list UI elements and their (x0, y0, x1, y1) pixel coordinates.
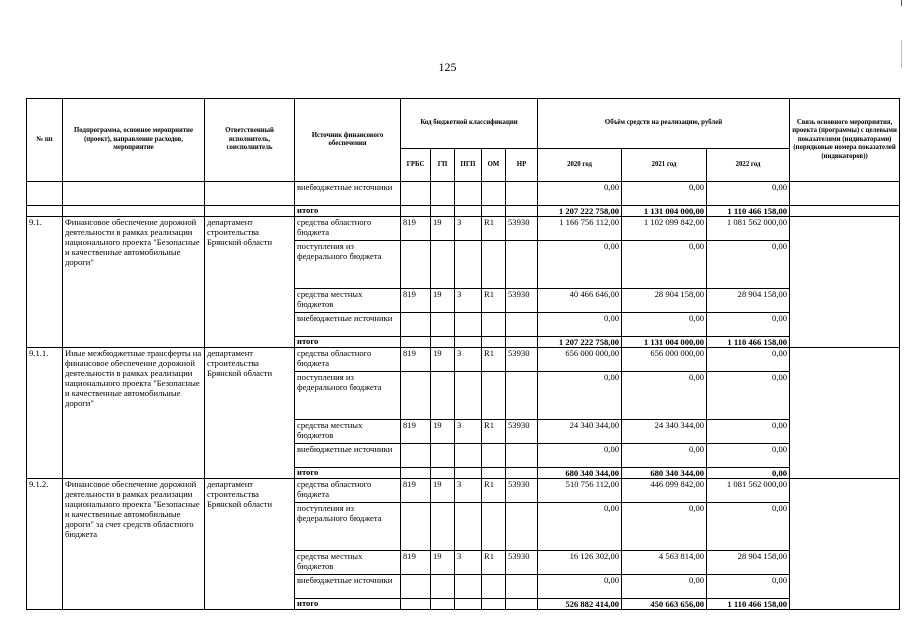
code-om (482, 241, 506, 289)
header-source: Источник финансового обеспечения (295, 99, 401, 182)
header-program: Подпрограмма, основное мероприятие (проект), направление расходов, мероприятие (63, 99, 205, 182)
amount-2021: 1 102 099 842,00 (622, 217, 707, 241)
amount-2021: 446 099 842,00 (622, 479, 707, 503)
amount-2020: 680 340 344,00 (538, 468, 622, 479)
amount-2020: 1 207 222 758,00 (538, 206, 622, 217)
code-grbs (401, 444, 431, 468)
code-nr: 53930 (506, 348, 538, 372)
code-gp: 19 (431, 551, 455, 575)
amount-2021: 0,00 (622, 313, 707, 337)
amount-2021: 28 904 158,00 (622, 289, 707, 313)
code-grbs: 819 (401, 551, 431, 575)
code-gp (431, 241, 455, 289)
source-cell: итого (295, 599, 401, 610)
header-om: ОМ (482, 149, 506, 182)
code-grbs (401, 241, 431, 289)
amount-2021: 0,00 (622, 182, 707, 206)
source-cell: поступления из федерального бюджета (295, 241, 401, 289)
amount-2021: 0,00 (622, 372, 707, 420)
code-grbs (401, 372, 431, 420)
amount-2020: 16 126 302,00 (538, 551, 622, 575)
source-cell: внебюджетные источники (295, 444, 401, 468)
code-om: R1 (482, 217, 506, 241)
amount-2021: 656 000 000,00 (622, 348, 707, 372)
header-responsible: Ответственный исполнитель, соисполнитель (205, 99, 295, 182)
code-nr (506, 241, 538, 289)
amount-2020: 1 166 756 112,00 (538, 217, 622, 241)
amount-2021: 0,00 (622, 503, 707, 551)
amount-2022: 1 110 466 158,00 (707, 337, 790, 348)
code-nr (506, 575, 538, 599)
amount-2021: 1 131 004 000,00 (622, 337, 707, 348)
source-cell: внебюджетные источники (295, 313, 401, 337)
code-gp: 19 (431, 348, 455, 372)
header-code-group: Код бюджетной классификации (401, 99, 538, 149)
amount-2022: 0,00 (707, 444, 790, 468)
code-nr: 53930 (506, 420, 538, 444)
code-om (482, 575, 506, 599)
code-pgp (455, 575, 482, 599)
code-nr: 53930 (506, 217, 538, 241)
source-cell: внебюджетные источники (295, 182, 401, 206)
source-cell: средства областного бюджета (295, 479, 401, 503)
source-cell: итого (295, 337, 401, 348)
code-gp: 19 (431, 479, 455, 503)
amount-2020: 1 207 222 758,00 (538, 337, 622, 348)
code-pgp (455, 503, 482, 551)
header-2022: 2022 год (707, 149, 790, 182)
header-gp: ГП (431, 149, 455, 182)
amount-2022: 1 081 562 000,00 (707, 217, 790, 241)
code-grbs: 819 (401, 479, 431, 503)
code-grbs (401, 313, 431, 337)
header-nr: НР (506, 149, 538, 182)
source-cell: средства областного бюджета (295, 348, 401, 372)
amount-2020: 510 756 112,00 (538, 479, 622, 503)
code-om: R1 (482, 289, 506, 313)
item-title: Иные межбюджетные трансферты на финансовое обеспечение дорожной деятельности в рамках реализации национального проекта "Безопасные и качественные автомобильные дороги" (63, 348, 205, 479)
code-gp (431, 313, 455, 337)
code-pgp (455, 372, 482, 420)
table-header (27, 99, 900, 182)
item-title: Финансовое обеспечение дорожной деятельности в рамках реализации национального проекта "Безопасные и качественные автомобильные дороги" (63, 217, 205, 348)
program-blocks (27, 217, 900, 610)
source-cell: средства областного бюджета (295, 217, 401, 241)
code-om: R1 (482, 348, 506, 372)
code-om (482, 372, 506, 420)
amount-2022: 0,00 (707, 182, 790, 206)
item-number: 9.1.2. (27, 479, 63, 610)
indicator-link-cell (790, 348, 900, 479)
code-gp (431, 575, 455, 599)
amount-2020: 0,00 (538, 313, 622, 337)
code-grbs: 819 (401, 348, 431, 372)
amount-2022: 1 110 466 158,00 (707, 599, 790, 610)
amount-2021: 0,00 (622, 241, 707, 289)
code-nr (506, 372, 538, 420)
header-amount-group: Объём средств на реализацию, рублей (538, 99, 790, 149)
table-row (27, 348, 900, 372)
code-om: R1 (482, 479, 506, 503)
code-om (482, 503, 506, 551)
source-cell: итого (295, 468, 401, 479)
code-gp (431, 444, 455, 468)
code-grbs: 819 (401, 289, 431, 313)
code-gp: 19 (431, 420, 455, 444)
amount-2021: 0,00 (622, 444, 707, 468)
amount-2022: 28 904 158,00 (707, 551, 790, 575)
header-2021: 2021 год (622, 149, 707, 182)
code-grbs (401, 575, 431, 599)
amount-2022: 1 110 466 158,00 (707, 206, 790, 217)
source-cell: средства местных бюджетов (295, 420, 401, 444)
code-nr: 53930 (506, 479, 538, 503)
code-pgp: 3 (455, 551, 482, 575)
scan-mark (901, 0, 902, 6)
amount-2022: 0,00 (707, 503, 790, 551)
code-om (482, 313, 506, 337)
indicator-link-cell (790, 479, 900, 610)
source-cell: поступления из федерального бюджета (295, 503, 401, 551)
amount-2020: 656 000 000,00 (538, 348, 622, 372)
code-nr: 53930 (506, 551, 538, 575)
code-pgp: 3 (455, 348, 482, 372)
item-number: 9.1.1. (27, 348, 63, 479)
code-pgp (455, 241, 482, 289)
code-grbs (401, 503, 431, 551)
amount-2022: 0,00 (707, 468, 790, 479)
code-nr (506, 444, 538, 468)
amount-2022: 0,00 (707, 348, 790, 372)
header-link: Связь основного мероприятия, проекта (программы) с целевыми показателями (индикаторами) (порядковые номера показателей (индикаторов)) (790, 99, 900, 182)
amount-2022: 28 904 158,00 (707, 289, 790, 313)
item-responsible: департамент строительства Брянской области (205, 217, 295, 348)
amount-2020: 526 882 414,00 (538, 599, 622, 610)
source-cell: внебюджетные источники (295, 575, 401, 599)
item-number: 9.1. (27, 217, 63, 348)
header-2020: 2020 год (538, 149, 622, 182)
code-nr (506, 503, 538, 551)
table-row (27, 182, 900, 206)
amount-2022: 0,00 (707, 372, 790, 420)
code-pgp (455, 444, 482, 468)
amount-2021: 4 563 814,00 (622, 551, 707, 575)
page-number: 125 (438, 60, 457, 74)
source-cell: средства местных бюджетов (295, 289, 401, 313)
code-nr: 53930 (506, 289, 538, 313)
item-title: Финансовое обеспечение дорожной деятельности в рамках реализации национального проекта "Безопасные и качественные автомобильные дороги" за счет средств областного бюджета (63, 479, 205, 610)
code-grbs: 819 (401, 217, 431, 241)
code-pgp (455, 313, 482, 337)
amount-2021: 24 340 344,00 (622, 420, 707, 444)
table-row (27, 479, 900, 503)
amount-2022: 0,00 (707, 575, 790, 599)
code-gp (431, 372, 455, 420)
header-no: № пп (27, 99, 63, 182)
amount-2022: 0,00 (707, 313, 790, 337)
scan-mark (901, 40, 902, 68)
amount-2021: 0,00 (622, 575, 707, 599)
code-gp: 19 (431, 289, 455, 313)
source-cell: поступления из федерального бюджета (295, 372, 401, 420)
amount-2020: 0,00 (538, 444, 622, 468)
amount-2020: 0,00 (538, 575, 622, 599)
amount-2022: 0,00 (707, 420, 790, 444)
code-om (482, 444, 506, 468)
indicator-link-cell (790, 217, 900, 348)
amount-2021: 1 131 004 000,00 (622, 206, 707, 217)
amount-2022: 1 081 562 000,00 (707, 479, 790, 503)
code-pgp: 3 (455, 289, 482, 313)
amount-2020: 0,00 (538, 182, 622, 206)
source-cell: средства местных бюджетов (295, 551, 401, 575)
amount-2020: 40 466 646,00 (538, 289, 622, 313)
code-pgp: 3 (455, 479, 482, 503)
amount-2020: 0,00 (538, 241, 622, 289)
amount-2021: 450 663 656,00 (622, 599, 707, 610)
code-nr (506, 313, 538, 337)
code-grbs: 819 (401, 420, 431, 444)
source-cell: итого (295, 206, 401, 217)
table-row (27, 217, 900, 241)
budget-table (26, 98, 900, 610)
code-gp: 19 (431, 217, 455, 241)
total-row (27, 206, 900, 217)
code-pgp: 3 (455, 217, 482, 241)
item-responsible: департамент строительства Брянской области (205, 479, 295, 610)
code-om: R1 (482, 420, 506, 444)
code-pgp: 3 (455, 420, 482, 444)
amount-2020: 0,00 (538, 372, 622, 420)
amount-2021: 680 340 344,00 (622, 468, 707, 479)
code-om: R1 (482, 551, 506, 575)
header-pgp: ПГП (455, 149, 482, 182)
code-gp (431, 503, 455, 551)
header-grbs: ГРБС (401, 149, 431, 182)
amount-2020: 24 340 344,00 (538, 420, 622, 444)
item-responsible: департамент строительства Брянской области (205, 348, 295, 479)
amount-2022: 0,00 (707, 241, 790, 289)
amount-2020: 0,00 (538, 503, 622, 551)
